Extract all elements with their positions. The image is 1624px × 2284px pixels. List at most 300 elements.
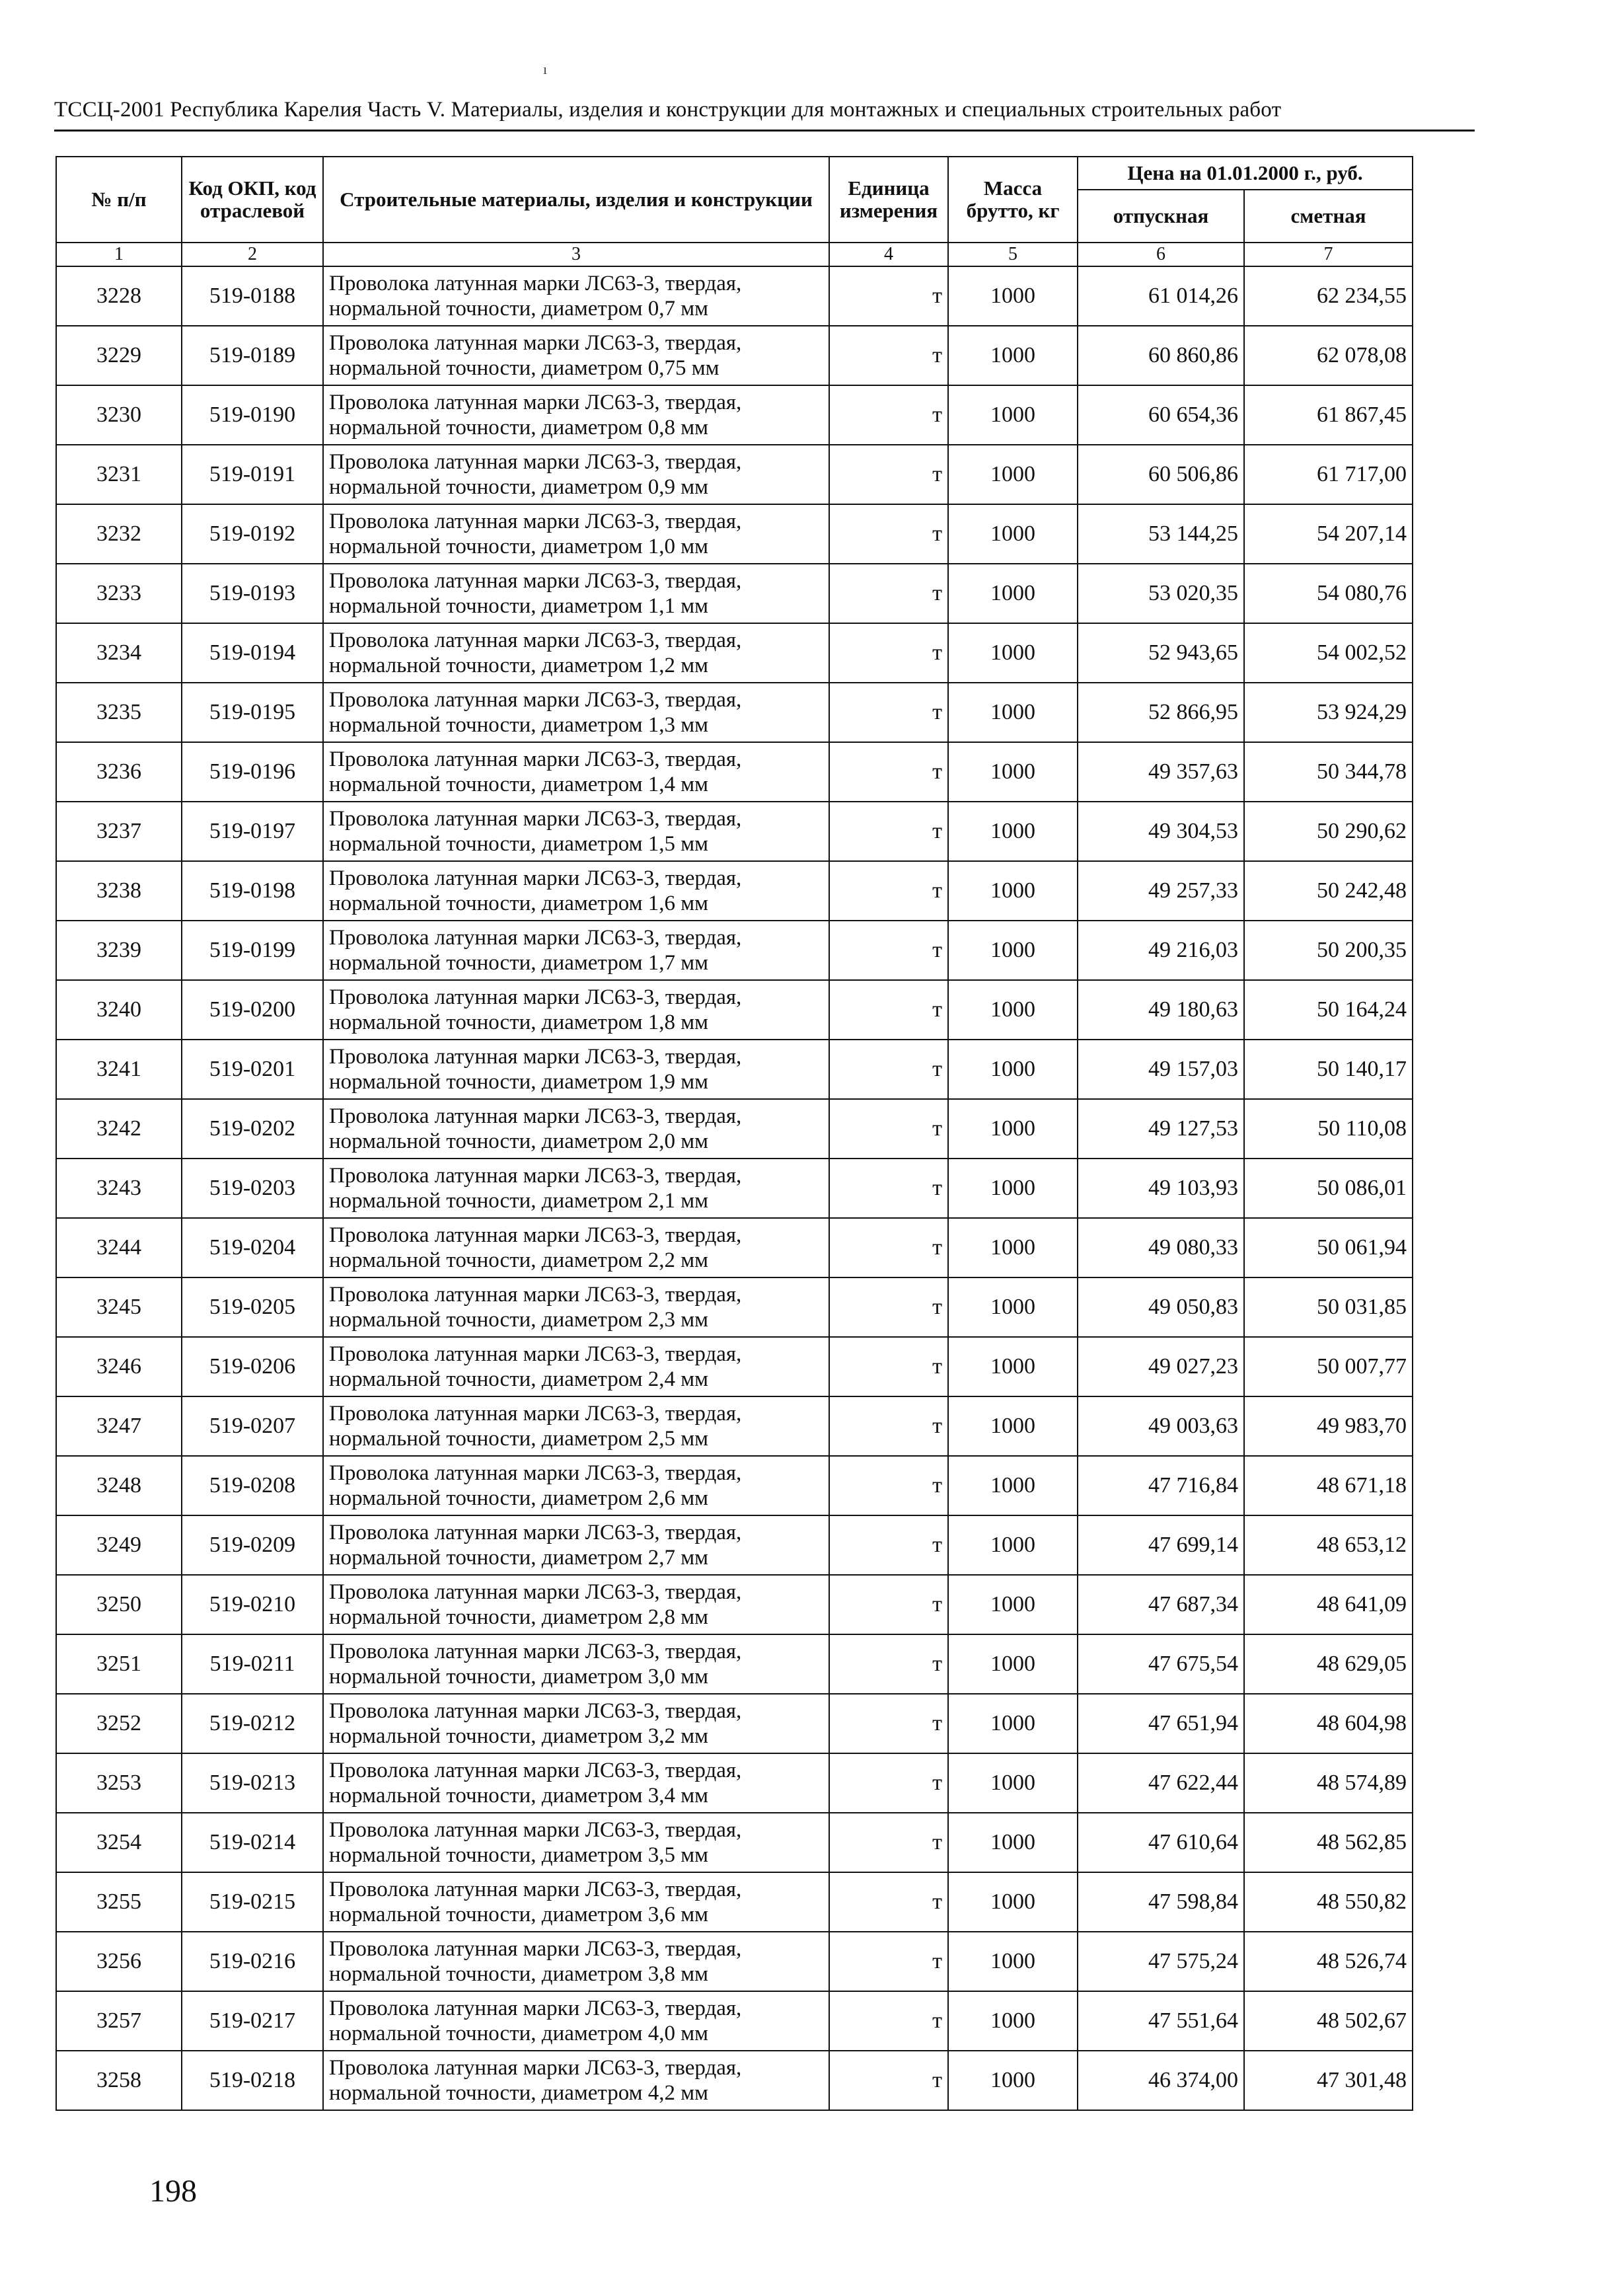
row-number: 3254 <box>56 1813 182 1872</box>
table-row <box>56 1456 1413 1515</box>
estimate-price: 50 007,77 <box>1244 1337 1413 1396</box>
material-name-line: нормальной точности, диаметром 3,0 мм <box>329 1665 709 1689</box>
table-body <box>56 266 1413 2110</box>
release-price: 49 157,03 <box>1078 1040 1244 1099</box>
okp-code: 519-0213 <box>182 1753 323 1813</box>
material-name <box>323 1040 829 1099</box>
estimate-price: 50 110,08 <box>1244 1099 1413 1159</box>
gross-mass: 1000 <box>948 504 1078 564</box>
material-name <box>323 326 829 385</box>
table-row <box>56 564 1413 623</box>
estimate-price: 48 604,98 <box>1244 1694 1413 1753</box>
material-name-line: нормальной точности, диаметром 2,0 мм <box>329 1129 709 1153</box>
okp-code: 519-0203 <box>182 1159 323 1218</box>
gross-mass: 1000 <box>948 1694 1078 1753</box>
gross-mass: 1000 <box>948 1515 1078 1575</box>
row-number: 3231 <box>56 445 182 504</box>
row-number: 3244 <box>56 1218 182 1277</box>
material-name <box>323 802 829 861</box>
okp-code: 519-0214 <box>182 1813 323 1872</box>
row-number: 3229 <box>56 326 182 385</box>
estimate-price: 50 344,78 <box>1244 742 1413 802</box>
material-name-line: Проволока латунная марки ЛС63-3, твердая, <box>329 1759 742 1782</box>
row-number: 3230 <box>56 385 182 445</box>
okp-code: 519-0198 <box>182 861 323 921</box>
estimate-price: 48 526,74 <box>1244 1932 1413 1991</box>
material-name-line: Проволока латунная марки ЛС63-3, твердая, <box>329 1104 742 1128</box>
material-name <box>323 1396 829 1456</box>
release-price: 47 687,34 <box>1078 1575 1244 1634</box>
unit: т <box>829 1515 948 1575</box>
okp-code: 519-0191 <box>182 445 323 504</box>
material-name-line: нормальной точности, диаметром 4,0 мм <box>329 2022 709 2045</box>
material-name <box>323 1813 829 1872</box>
header-rule <box>54 130 1475 132</box>
material-name-line: Проволока латунная марки ЛС63-3, твердая, <box>329 1699 742 1723</box>
unit: т <box>829 1159 948 1218</box>
unit: т <box>829 1634 948 1694</box>
estimate-price: 54 207,14 <box>1244 504 1413 564</box>
unit: т <box>829 623 948 683</box>
row-number: 3242 <box>56 1099 182 1159</box>
unit: т <box>829 266 948 326</box>
material-name-line: Проволока латунная марки ЛС63-3, твердая, <box>329 1402 742 1426</box>
row-number: 3240 <box>56 980 182 1040</box>
table-row <box>56 980 1413 1040</box>
okp-code: 519-0205 <box>182 1277 323 1337</box>
release-price: 46 374,00 <box>1078 2051 1244 2110</box>
material-name <box>323 385 829 445</box>
col-header-num: № п/п <box>56 157 182 243</box>
estimate-price: 49 983,70 <box>1244 1396 1413 1456</box>
material-name-line: нормальной точности, диаметром 2,8 мм <box>329 1605 709 1629</box>
material-name-line: Проволока латунная марки ЛС63-3, твердая, <box>329 569 742 593</box>
estimate-price: 53 924,29 <box>1244 683 1413 742</box>
unit: т <box>829 1932 948 1991</box>
material-name-line: нормальной точности, диаметром 0,75 мм <box>329 356 720 380</box>
material-name <box>323 504 829 564</box>
material-name <box>323 980 829 1040</box>
table-row <box>56 1991 1413 2051</box>
okp-code: 519-0215 <box>182 1872 323 1932</box>
table-row <box>56 1099 1413 1159</box>
material-name-line: Проволока латунная марки ЛС63-3, твердая, <box>329 807 742 831</box>
material-name-line: нормальной точности, диаметром 1,6 мм <box>329 892 709 915</box>
material-name <box>323 742 829 802</box>
material-name <box>323 564 829 623</box>
okp-code: 519-0190 <box>182 385 323 445</box>
row-number: 3255 <box>56 1872 182 1932</box>
okp-code: 519-0199 <box>182 921 323 980</box>
material-name-line: нормальной точности, диаметром 0,8 мм <box>329 416 709 439</box>
row-number: 3258 <box>56 2051 182 2110</box>
gross-mass: 1000 <box>948 1396 1078 1456</box>
okp-code: 519-0206 <box>182 1337 323 1396</box>
material-name-line: Проволока латунная марки ЛС63-3, твердая, <box>329 1640 742 1663</box>
material-name <box>323 861 829 921</box>
release-price: 49 257,33 <box>1078 861 1244 921</box>
row-number: 3252 <box>56 1694 182 1753</box>
unit: т <box>829 1337 948 1396</box>
release-price: 49 304,53 <box>1078 802 1244 861</box>
release-price: 49 080,33 <box>1078 1218 1244 1277</box>
material-name-line: Проволока латунная марки ЛС63-3, твердая, <box>329 2056 742 2080</box>
table-row <box>56 1515 1413 1575</box>
release-price: 52 943,65 <box>1078 623 1244 683</box>
material-name <box>323 1872 829 1932</box>
material-name-line: нормальной точности, диаметром 3,6 мм <box>329 1903 709 1926</box>
material-name <box>323 1337 829 1396</box>
gross-mass: 1000 <box>948 623 1078 683</box>
material-name-line: нормальной точности, диаметром 0,7 мм <box>329 297 709 321</box>
okp-code: 519-0200 <box>182 980 323 1040</box>
gross-mass: 1000 <box>948 1456 1078 1515</box>
estimate-price: 48 574,89 <box>1244 1753 1413 1813</box>
okp-code: 519-0207 <box>182 1396 323 1456</box>
unit: т <box>829 564 948 623</box>
gross-mass: 1000 <box>948 861 1078 921</box>
material-name-line: Проволока латунная марки ЛС63-3, твердая, <box>329 272 742 295</box>
material-name-line: нормальной точности, диаметром 1,9 мм <box>329 1070 709 1094</box>
table-row <box>56 385 1413 445</box>
table-row <box>56 1575 1413 1634</box>
table-row <box>56 861 1413 921</box>
gross-mass: 1000 <box>948 326 1078 385</box>
col-header-code: Код ОКП, код отраслевой <box>182 157 323 243</box>
row-number: 3245 <box>56 1277 182 1337</box>
column-number: 2 <box>182 243 323 266</box>
okp-code: 519-0192 <box>182 504 323 564</box>
release-price: 49 003,63 <box>1078 1396 1244 1456</box>
material-name-line: Проволока латунная марки ЛС63-3, твердая, <box>329 628 742 652</box>
col-header-price-release: отпускная <box>1078 190 1244 243</box>
row-number: 3238 <box>56 861 182 921</box>
column-number: 7 <box>1244 243 1413 266</box>
row-number: 3234 <box>56 623 182 683</box>
page-number: 198 <box>149 2174 197 2209</box>
material-name-line: нормальной точности, диаметром 0,9 мм <box>329 475 709 499</box>
material-name-line: нормальной точности, диаметром 1,2 мм <box>329 654 709 677</box>
material-name-line: нормальной точности, диаметром 1,5 мм <box>329 832 709 856</box>
material-name-line: Проволока латунная марки ЛС63-3, твердая, <box>329 747 742 771</box>
okp-code: 519-0216 <box>182 1932 323 1991</box>
release-price: 47 651,94 <box>1078 1694 1244 1753</box>
unit: т <box>829 1813 948 1872</box>
table-row <box>56 1634 1413 1694</box>
row-number: 3236 <box>56 742 182 802</box>
release-price: 47 675,54 <box>1078 1634 1244 1694</box>
okp-code: 519-0195 <box>182 683 323 742</box>
estimate-price: 48 550,82 <box>1244 1872 1413 1932</box>
row-number: 3253 <box>56 1753 182 1813</box>
material-name <box>323 1218 829 1277</box>
running-header: ТССЦ-2001 Республика Карелия Часть V. Материалы, изделия и конструкции для монтажных и специальных строительных работ <box>54 98 1282 122</box>
okp-code: 519-0217 <box>182 1991 323 2051</box>
unit: т <box>829 1872 948 1932</box>
row-number: 3237 <box>56 802 182 861</box>
gross-mass: 1000 <box>948 1277 1078 1337</box>
table-row <box>56 445 1413 504</box>
release-price: 47 575,24 <box>1078 1932 1244 1991</box>
release-price: 47 622,44 <box>1078 1753 1244 1813</box>
estimate-price: 48 629,05 <box>1244 1634 1413 1694</box>
unit: т <box>829 385 948 445</box>
gross-mass: 1000 <box>948 564 1078 623</box>
material-name <box>323 1932 829 1991</box>
okp-code: 519-0189 <box>182 326 323 385</box>
col-header-mass: Масса брутто, кг <box>948 157 1078 243</box>
unit: т <box>829 802 948 861</box>
estimate-price: 48 671,18 <box>1244 1456 1413 1515</box>
release-price: 49 050,83 <box>1078 1277 1244 1337</box>
unit: т <box>829 683 948 742</box>
estimate-price: 48 653,12 <box>1244 1515 1413 1575</box>
estimate-price: 50 290,62 <box>1244 802 1413 861</box>
material-name <box>323 1515 829 1575</box>
row-number: 3228 <box>56 266 182 326</box>
material-name <box>323 445 829 504</box>
gross-mass: 1000 <box>948 1575 1078 1634</box>
gross-mass: 1000 <box>948 385 1078 445</box>
estimate-price: 54 002,52 <box>1244 623 1413 683</box>
col-header-unit: Единица измерения <box>829 157 948 243</box>
material-name <box>323 266 829 326</box>
table-row <box>56 2051 1413 2110</box>
material-name-line: Проволока латунная марки ЛС63-3, твердая, <box>329 926 742 950</box>
gross-mass: 1000 <box>948 1337 1078 1396</box>
release-price: 47 610,64 <box>1078 1813 1244 1872</box>
scan-mark: ı <box>543 61 548 77</box>
release-price: 60 860,86 <box>1078 326 1244 385</box>
gross-mass: 1000 <box>948 683 1078 742</box>
material-name-line: нормальной точности, диаметром 3,2 мм <box>329 1724 709 1748</box>
release-price: 60 506,86 <box>1078 445 1244 504</box>
material-name <box>323 623 829 683</box>
column-number: 5 <box>948 243 1078 266</box>
row-number: 3239 <box>56 921 182 980</box>
unit: т <box>829 326 948 385</box>
material-name <box>323 1634 829 1694</box>
material-name-line: нормальной точности, диаметром 2,5 мм <box>329 1427 709 1451</box>
material-name-line: Проволока латунная марки ЛС63-3, твердая, <box>329 985 742 1009</box>
gross-mass: 1000 <box>948 921 1078 980</box>
estimate-price: 54 080,76 <box>1244 564 1413 623</box>
okp-code: 519-0218 <box>182 2051 323 2110</box>
release-price: 49 216,03 <box>1078 921 1244 980</box>
material-name <box>323 1753 829 1813</box>
material-name-line: нормальной точности, диаметром 3,4 мм <box>329 1784 709 1808</box>
material-name-line: нормальной точности, диаметром 1,0 мм <box>329 535 709 558</box>
estimate-price: 61 717,00 <box>1244 445 1413 504</box>
material-name-line: Проволока латунная марки ЛС63-3, твердая, <box>329 1461 742 1485</box>
unit: т <box>829 921 948 980</box>
unit: т <box>829 1456 948 1515</box>
table-row <box>56 1040 1413 1099</box>
material-name-line: Проволока латунная марки ЛС63-3, твердая, <box>329 391 742 414</box>
table-row <box>56 1159 1413 1218</box>
unit: т <box>829 861 948 921</box>
table-row <box>56 1813 1413 1872</box>
row-number: 3251 <box>56 1634 182 1694</box>
material-name-line: Проволока латунная марки ЛС63-3, твердая, <box>329 1580 742 1604</box>
unit: т <box>829 1991 948 2051</box>
unit: т <box>829 1396 948 1456</box>
estimate-price: 48 502,67 <box>1244 1991 1413 2051</box>
table-row <box>56 802 1413 861</box>
release-price: 49 180,63 <box>1078 980 1244 1040</box>
gross-mass: 1000 <box>948 266 1078 326</box>
material-name <box>323 921 829 980</box>
okp-code: 519-0204 <box>182 1218 323 1277</box>
material-name-line: нормальной точности, диаметром 2,3 мм <box>329 1308 709 1332</box>
okp-code: 519-0211 <box>182 1634 323 1694</box>
okp-code: 519-0212 <box>182 1694 323 1753</box>
col-header-price-estimate: сметная <box>1244 190 1413 243</box>
row-number: 3246 <box>56 1337 182 1396</box>
col-header-price-group: Цена на 01.01.2000 г., руб. <box>1078 157 1413 190</box>
table-row <box>56 1218 1413 1277</box>
row-number: 3248 <box>56 1456 182 1515</box>
gross-mass: 1000 <box>948 980 1078 1040</box>
material-name-line: нормальной точности, диаметром 1,1 мм <box>329 594 709 618</box>
unit: т <box>829 1218 948 1277</box>
unit: т <box>829 1040 948 1099</box>
price-table <box>55 156 1413 2111</box>
estimate-price: 62 234,55 <box>1244 266 1413 326</box>
release-price: 47 716,84 <box>1078 1456 1244 1515</box>
column-number: 1 <box>56 243 182 266</box>
material-name <box>323 1694 829 1753</box>
row-number: 3232 <box>56 504 182 564</box>
release-price: 61 014,26 <box>1078 266 1244 326</box>
table-row <box>56 1872 1413 1932</box>
okp-code: 519-0197 <box>182 802 323 861</box>
material-name-line: Проволока латунная марки ЛС63-3, твердая, <box>329 1283 742 1307</box>
column-number: 4 <box>829 243 948 266</box>
material-name <box>323 1991 829 2051</box>
okp-code: 519-0202 <box>182 1099 323 1159</box>
material-name-line: Проволока латунная марки ЛС63-3, твердая, <box>329 1223 742 1247</box>
gross-mass: 1000 <box>948 1932 1078 1991</box>
okp-code: 519-0210 <box>182 1575 323 1634</box>
estimate-price: 47 301,48 <box>1244 2051 1413 2110</box>
estimate-price: 62 078,08 <box>1244 326 1413 385</box>
material-name-line: Проволока латунная марки ЛС63-3, твердая, <box>329 1342 742 1366</box>
unit: т <box>829 1099 948 1159</box>
table-row <box>56 623 1413 683</box>
gross-mass: 1000 <box>948 1872 1078 1932</box>
table-row <box>56 742 1413 802</box>
estimate-price: 48 562,85 <box>1244 1813 1413 1872</box>
row-number: 3257 <box>56 1991 182 2051</box>
okp-code: 519-0193 <box>182 564 323 623</box>
unit: т <box>829 2051 948 2110</box>
estimate-price: 48 641,09 <box>1244 1575 1413 1634</box>
gross-mass: 1000 <box>948 1813 1078 1872</box>
material-name-line: нормальной точности, диаметром 2,1 мм <box>329 1189 709 1213</box>
material-name-line: Проволока латунная марки ЛС63-3, твердая, <box>329 688 742 712</box>
row-number: 3235 <box>56 683 182 742</box>
material-name-line: нормальной точности, диаметром 2,7 мм <box>329 1546 709 1570</box>
estimate-price: 50 242,48 <box>1244 861 1413 921</box>
estimate-price: 50 140,17 <box>1244 1040 1413 1099</box>
material-name <box>323 1456 829 1515</box>
unit: т <box>829 445 948 504</box>
material-name-line: нормальной точности, диаметром 1,7 мм <box>329 951 709 975</box>
material-name-line: нормальной точности, диаметром 2,6 мм <box>329 1486 709 1510</box>
okp-code: 519-0201 <box>182 1040 323 1099</box>
table-row <box>56 1753 1413 1813</box>
row-number: 3243 <box>56 1159 182 1218</box>
material-name-line: Проволока латунная марки ЛС63-3, твердая, <box>329 510 742 533</box>
material-name-line: нормальной точности, диаметром 1,8 мм <box>329 1010 709 1034</box>
gross-mass: 1000 <box>948 1753 1078 1813</box>
material-name-line: нормальной точности, диаметром 3,5 мм <box>329 1843 709 1867</box>
material-name-line: Проволока латунная марки ЛС63-3, твердая, <box>329 450 742 474</box>
release-price: 53 020,35 <box>1078 564 1244 623</box>
estimate-price: 50 086,01 <box>1244 1159 1413 1218</box>
okp-code: 519-0188 <box>182 266 323 326</box>
column-number: 3 <box>323 243 829 266</box>
unit: т <box>829 1694 948 1753</box>
unit: т <box>829 1753 948 1813</box>
gross-mass: 1000 <box>948 445 1078 504</box>
material-name-line: нормальной точности, диаметром 2,4 мм <box>329 1367 709 1391</box>
gross-mass: 1000 <box>948 1159 1078 1218</box>
unit: т <box>829 504 948 564</box>
table-row <box>56 326 1413 385</box>
gross-mass: 1000 <box>948 1099 1078 1159</box>
material-name <box>323 1159 829 1218</box>
table-row <box>56 266 1413 326</box>
estimate-price: 50 200,35 <box>1244 921 1413 980</box>
material-name-line: Проволока латунная марки ЛС63-3, твердая, <box>329 1164 742 1188</box>
material-name-line: Проволока латунная марки ЛС63-3, твердая, <box>329 331 742 355</box>
material-name-line: Проволока латунная марки ЛС63-3, твердая, <box>329 1997 742 2020</box>
release-price: 49 103,93 <box>1078 1159 1244 1218</box>
table-row <box>56 921 1413 980</box>
column-number: 6 <box>1078 243 1244 266</box>
okp-code: 519-0196 <box>182 742 323 802</box>
release-price: 47 551,64 <box>1078 1991 1244 2051</box>
material-name <box>323 1575 829 1634</box>
estimate-price: 50 061,94 <box>1244 1218 1413 1277</box>
release-price: 47 598,84 <box>1078 1872 1244 1932</box>
row-number: 3250 <box>56 1575 182 1634</box>
material-name-line: Проволока латунная марки ЛС63-3, твердая, <box>329 1521 742 1544</box>
unit: т <box>829 980 948 1040</box>
material-name-line: нормальной точности, диаметром 3,8 мм <box>329 1962 709 1986</box>
material-name-line: нормальной точности, диаметром 2,2 мм <box>329 1248 709 1272</box>
material-name-line: Проволока латунная марки ЛС63-3, твердая, <box>329 866 742 890</box>
estimate-price: 50 031,85 <box>1244 1277 1413 1337</box>
table-row <box>56 504 1413 564</box>
release-price: 53 144,25 <box>1078 504 1244 564</box>
gross-mass: 1000 <box>948 2051 1078 2110</box>
table-row <box>56 1932 1413 1991</box>
unit: т <box>829 1277 948 1337</box>
table-row <box>56 1277 1413 1337</box>
estimate-price: 50 164,24 <box>1244 980 1413 1040</box>
gross-mass: 1000 <box>948 1634 1078 1694</box>
material-name <box>323 1277 829 1337</box>
okp-code: 519-0209 <box>182 1515 323 1575</box>
release-price: 60 654,36 <box>1078 385 1244 445</box>
material-name-line: нормальной точности, диаметром 1,4 мм <box>329 773 709 796</box>
release-price: 49 127,53 <box>1078 1099 1244 1159</box>
gross-mass: 1000 <box>948 1991 1078 2051</box>
table-row <box>56 1396 1413 1456</box>
